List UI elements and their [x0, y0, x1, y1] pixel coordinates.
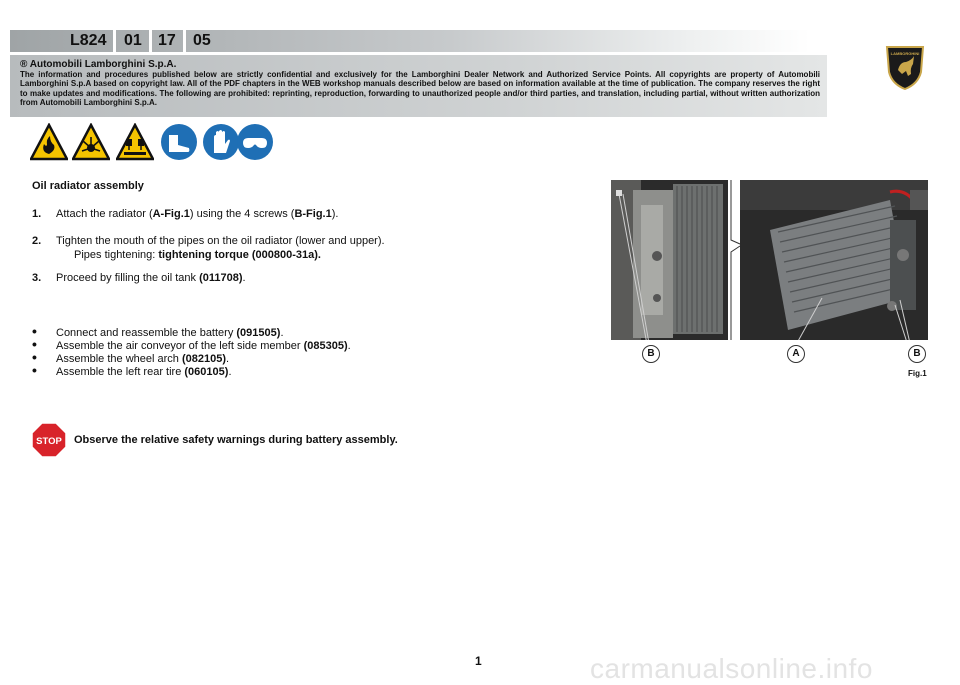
- callout-b-left: B: [642, 345, 660, 363]
- code-separator: [113, 30, 116, 52]
- reference-link: (060105): [184, 366, 229, 378]
- stop-sign-label: STOP: [36, 436, 62, 447]
- corrosive-warning-icon: [116, 123, 154, 161]
- group-code: 01: [124, 32, 142, 49]
- step-text: Attach the radiator (A-Fig.1) using the 4 screws (B-Fig.1).: [56, 208, 339, 220]
- logo-wordmark: LAMBORGHINI: [890, 51, 920, 56]
- step-2-detail: Pipes tightening: tightening torque (000800-31a).: [74, 249, 321, 261]
- watermark: carmanualsonline.info: [590, 653, 873, 684]
- warning-text: Observe the relative safety warnings during battery assembly.: [74, 434, 398, 446]
- step-number: 3.: [32, 272, 42, 284]
- bullet-icon: •: [32, 323, 37, 339]
- stop-sign-icon: [31, 422, 67, 458]
- subgroup-code: 17: [158, 32, 176, 49]
- bullet-icon: •: [32, 336, 37, 352]
- step-text: Proceed by filling the oil tank (011708).: [56, 272, 246, 284]
- code-separator: [183, 30, 186, 52]
- section-code: 05: [193, 32, 211, 49]
- callout-b-right: B: [908, 345, 926, 363]
- notice-title: ® Automobili Lamborghini S.p.A.: [20, 59, 177, 70]
- step-number: 1.: [32, 208, 42, 220]
- torque-reference: tightening torque (000800-31a).: [158, 249, 321, 261]
- bullet-icon: •: [32, 362, 37, 378]
- reference-link: A-Fig.1: [152, 208, 190, 220]
- callout-a: A: [787, 345, 805, 363]
- reference-link: B-Fig.1: [294, 208, 332, 220]
- reference-link: (082105): [181, 353, 226, 365]
- safety-goggles-icon: [236, 123, 274, 161]
- step-number: 2.: [32, 235, 42, 247]
- flammable-warning-icon: [30, 123, 68, 161]
- bullet-icon: •: [32, 349, 37, 365]
- section-title: Oil radiator assembly: [32, 180, 144, 192]
- radiator-photo-left: [611, 180, 728, 340]
- model-code: L824: [70, 32, 107, 49]
- explosive-warning-icon: [72, 123, 110, 161]
- reference-link: (011708): [199, 272, 243, 284]
- zoom-connector: [728, 180, 742, 340]
- reference-link: (091505): [236, 327, 281, 339]
- radiator-photo-right: [740, 180, 928, 340]
- reference-link: (085305): [303, 340, 348, 352]
- step-text: Tighten the mouth of the pipes on the oil radiator (lower and upper).: [56, 235, 385, 247]
- protective-gloves-icon: [202, 123, 240, 161]
- code-separator: [149, 30, 152, 52]
- figure-label: Fig.1: [908, 369, 927, 378]
- lamborghini-bull-shield-icon: [884, 44, 926, 90]
- notice-text: The information and procedures published below are strictly confidential and exclusively for the Lamborghini Dealer Network and Authorized Service Points. All copyrights are property of Automobili Lamborghini S.p.A based on copyright law. All of the PDF chapters in the WEB workshop manuals described below are based on information available at the time of publication. The company reserves the right to make updates and modifications. The following are prohibited: reprinting, reproduction, forwarding to unauthorized people and/or third parties, and translation, including partial, without written authorization from Automobili Lamborghini S.p.A.: [20, 70, 820, 108]
- page-number: 1: [475, 654, 482, 668]
- safety-shoes-icon: [160, 123, 198, 161]
